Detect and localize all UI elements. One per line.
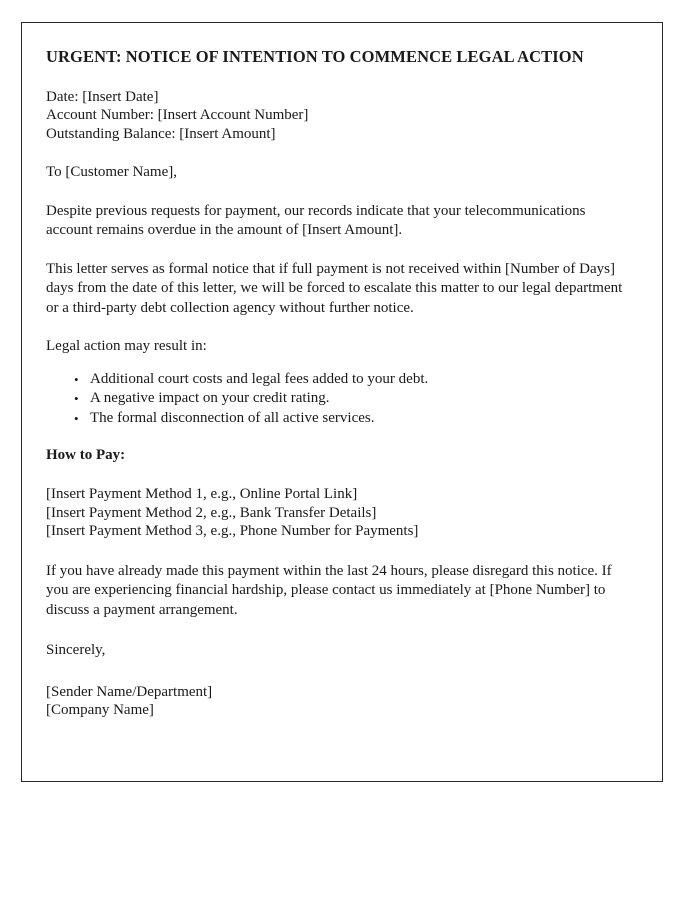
meta-date-line: Date: [Insert Date] [46, 88, 159, 105]
payment-methods-block [46, 485, 629, 541]
signature-block [46, 683, 629, 720]
list-item: • Additional court costs and legal fees added to your debt. [90, 370, 629, 390]
list-item: • The formal disconnection of all active services. [90, 409, 629, 429]
payment-method-2: [Insert Payment Method 2, e.g., Bank Transfer Details] [46, 504, 377, 521]
meta-account-number-line: Account Number: [Insert Account Number] [46, 107, 309, 124]
how-to-pay-heading: How to Pay: [46, 447, 126, 464]
company-name-line: [Company Name] [46, 702, 154, 719]
meta-outstanding-balance-line: Outstanding Balance: [Insert Amount] [46, 125, 276, 142]
paragraph-overdue-notice: Despite previous requests for payment, our records indicate that your telecommunications account remains overdue in the amount of [Insert Amount]. [46, 202, 586, 239]
consequences-list [46, 370, 629, 429]
document-title: URGENT: NOTICE OF INTENTION TO COMMENCE LEGAL ACTION [46, 47, 584, 66]
letter-content [22, 23, 662, 720]
list-item: • A negative impact on your credit rating. [90, 389, 629, 409]
letter-metadata-block [46, 88, 629, 144]
salutation: To [Customer Name], [46, 164, 178, 181]
sender-name-line: [Sender Name/Department] [46, 683, 213, 700]
letter-border-frame [21, 22, 663, 782]
payment-method-3: [Insert Payment Method 3, e.g., Phone Number for Payments] [46, 523, 419, 540]
paragraph-formal-notice: This letter serves as formal notice that if full payment is not received within [Number of Days] days from the date of this letter, we will be forced to escalate this matter to our legal department or a third-party debt collection agency without further notice. [46, 260, 623, 316]
paragraph-hardship-disregard: If you have already made this payment within the last 24 hours, please disregard this notice. If you are experiencing financial hardship, please contact us immediately at [Phone Number] to discuss a payment arrangement. [46, 562, 612, 618]
payment-method-1: [Insert Payment Method 1, e.g., Online Portal Link] [46, 486, 358, 503]
signoff: Sincerely, [46, 642, 106, 659]
consequences-lead-in: Legal action may result in: [46, 338, 207, 355]
